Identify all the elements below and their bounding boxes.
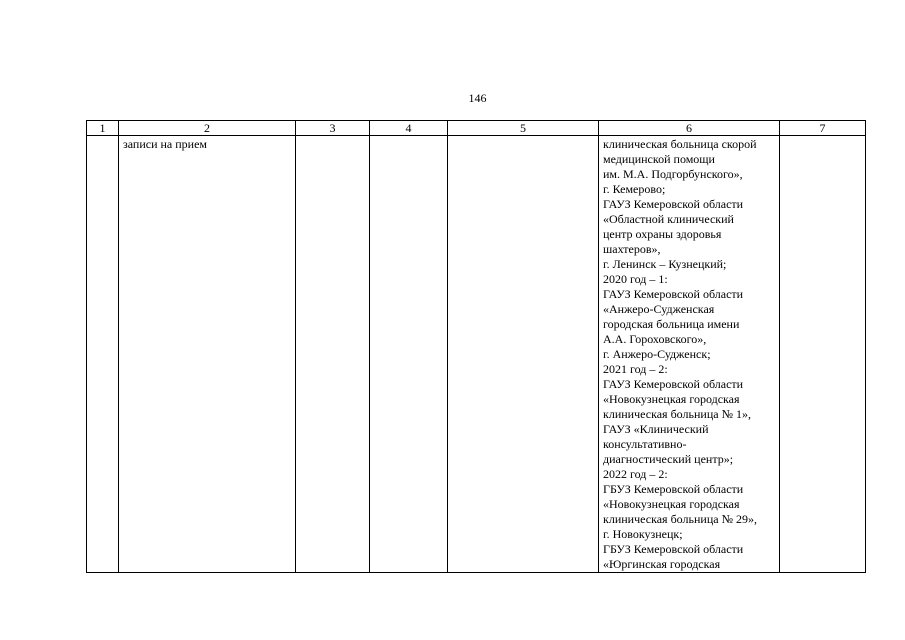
- cell-text-line: г. Анжеро-Судженск;: [603, 347, 711, 361]
- cell-text-line: клиническая больница № 29»,: [603, 512, 758, 526]
- cell-text-line: ГБУЗ Кемеровской области: [603, 542, 744, 556]
- cell-text-line: 2021 год – 2:: [603, 362, 668, 376]
- cell-text-line: ГАУЗ «Клинический: [603, 422, 709, 436]
- page-number: 146: [468, 91, 487, 105]
- cell-text-line: медицинской помощи: [603, 152, 715, 166]
- cell-col-1: [87, 136, 119, 573]
- cell-col-6: [599, 136, 780, 573]
- cell-text-line: 2020 год – 1:: [603, 272, 668, 286]
- cell-col-5: [448, 136, 599, 573]
- cell-text-line: клиническая больница № 1»,: [603, 407, 752, 421]
- cell-text-line: ГАУЗ Кемеровской области: [603, 197, 744, 211]
- cell-text-line: «Анжеро-Судженская: [603, 302, 715, 316]
- column-header-3: 3: [296, 121, 370, 136]
- cell-text-line: г. Кемерово;: [603, 182, 666, 196]
- cell-text-line: ГАУЗ Кемеровской области: [603, 287, 744, 301]
- cell-text-line: диагностический центр»;: [603, 452, 734, 466]
- cell-text-line: центр охраны здоровья: [603, 227, 722, 241]
- document-table: [86, 120, 866, 573]
- cell-text-line: консультативно-: [603, 437, 687, 451]
- column-header-4: 4: [370, 121, 448, 136]
- cell-text-line: им. М.А. Подгорбунского»,: [603, 167, 743, 181]
- cell-col-7: [780, 136, 866, 573]
- cell-text-line: ГАУЗ Кемеровской области: [603, 377, 744, 391]
- cell-col-2: записи на прием: [119, 136, 296, 573]
- column-header-2: 2: [119, 121, 296, 136]
- cell-col-4: [370, 136, 448, 573]
- table-row: [87, 136, 866, 573]
- column-header-5: 5: [448, 121, 599, 136]
- column-header-6: 6: [599, 121, 780, 136]
- cell-text-line: «Новокузнецкая городская: [603, 392, 740, 406]
- cell-col-3: [296, 136, 370, 573]
- table-header-row: [87, 121, 866, 136]
- cell-text-line: «Областной клинический: [603, 212, 734, 226]
- cell-text-line: «Юргинская городская: [603, 557, 721, 571]
- cell-text-line: «Новокузнецкая городская: [603, 497, 740, 511]
- cell-text-line: 2022 год – 2:: [603, 467, 668, 481]
- cell-text-line: А.А. Гороховского»,: [603, 332, 707, 346]
- cell-text-line: ГБУЗ Кемеровской области: [603, 482, 744, 496]
- cell-text-line: городская больница имени: [603, 317, 740, 331]
- cell-text-line: г. Ленинск – Кузнецкий;: [603, 257, 727, 271]
- column-header-7: 7: [780, 121, 866, 136]
- cell-text-line: клиническая больница скорой: [603, 137, 757, 151]
- column-header-1: 1: [87, 121, 119, 136]
- cell-text-line: г. Новокузнецк;: [603, 527, 683, 541]
- cell-text-line: шахтеров»,: [603, 242, 661, 256]
